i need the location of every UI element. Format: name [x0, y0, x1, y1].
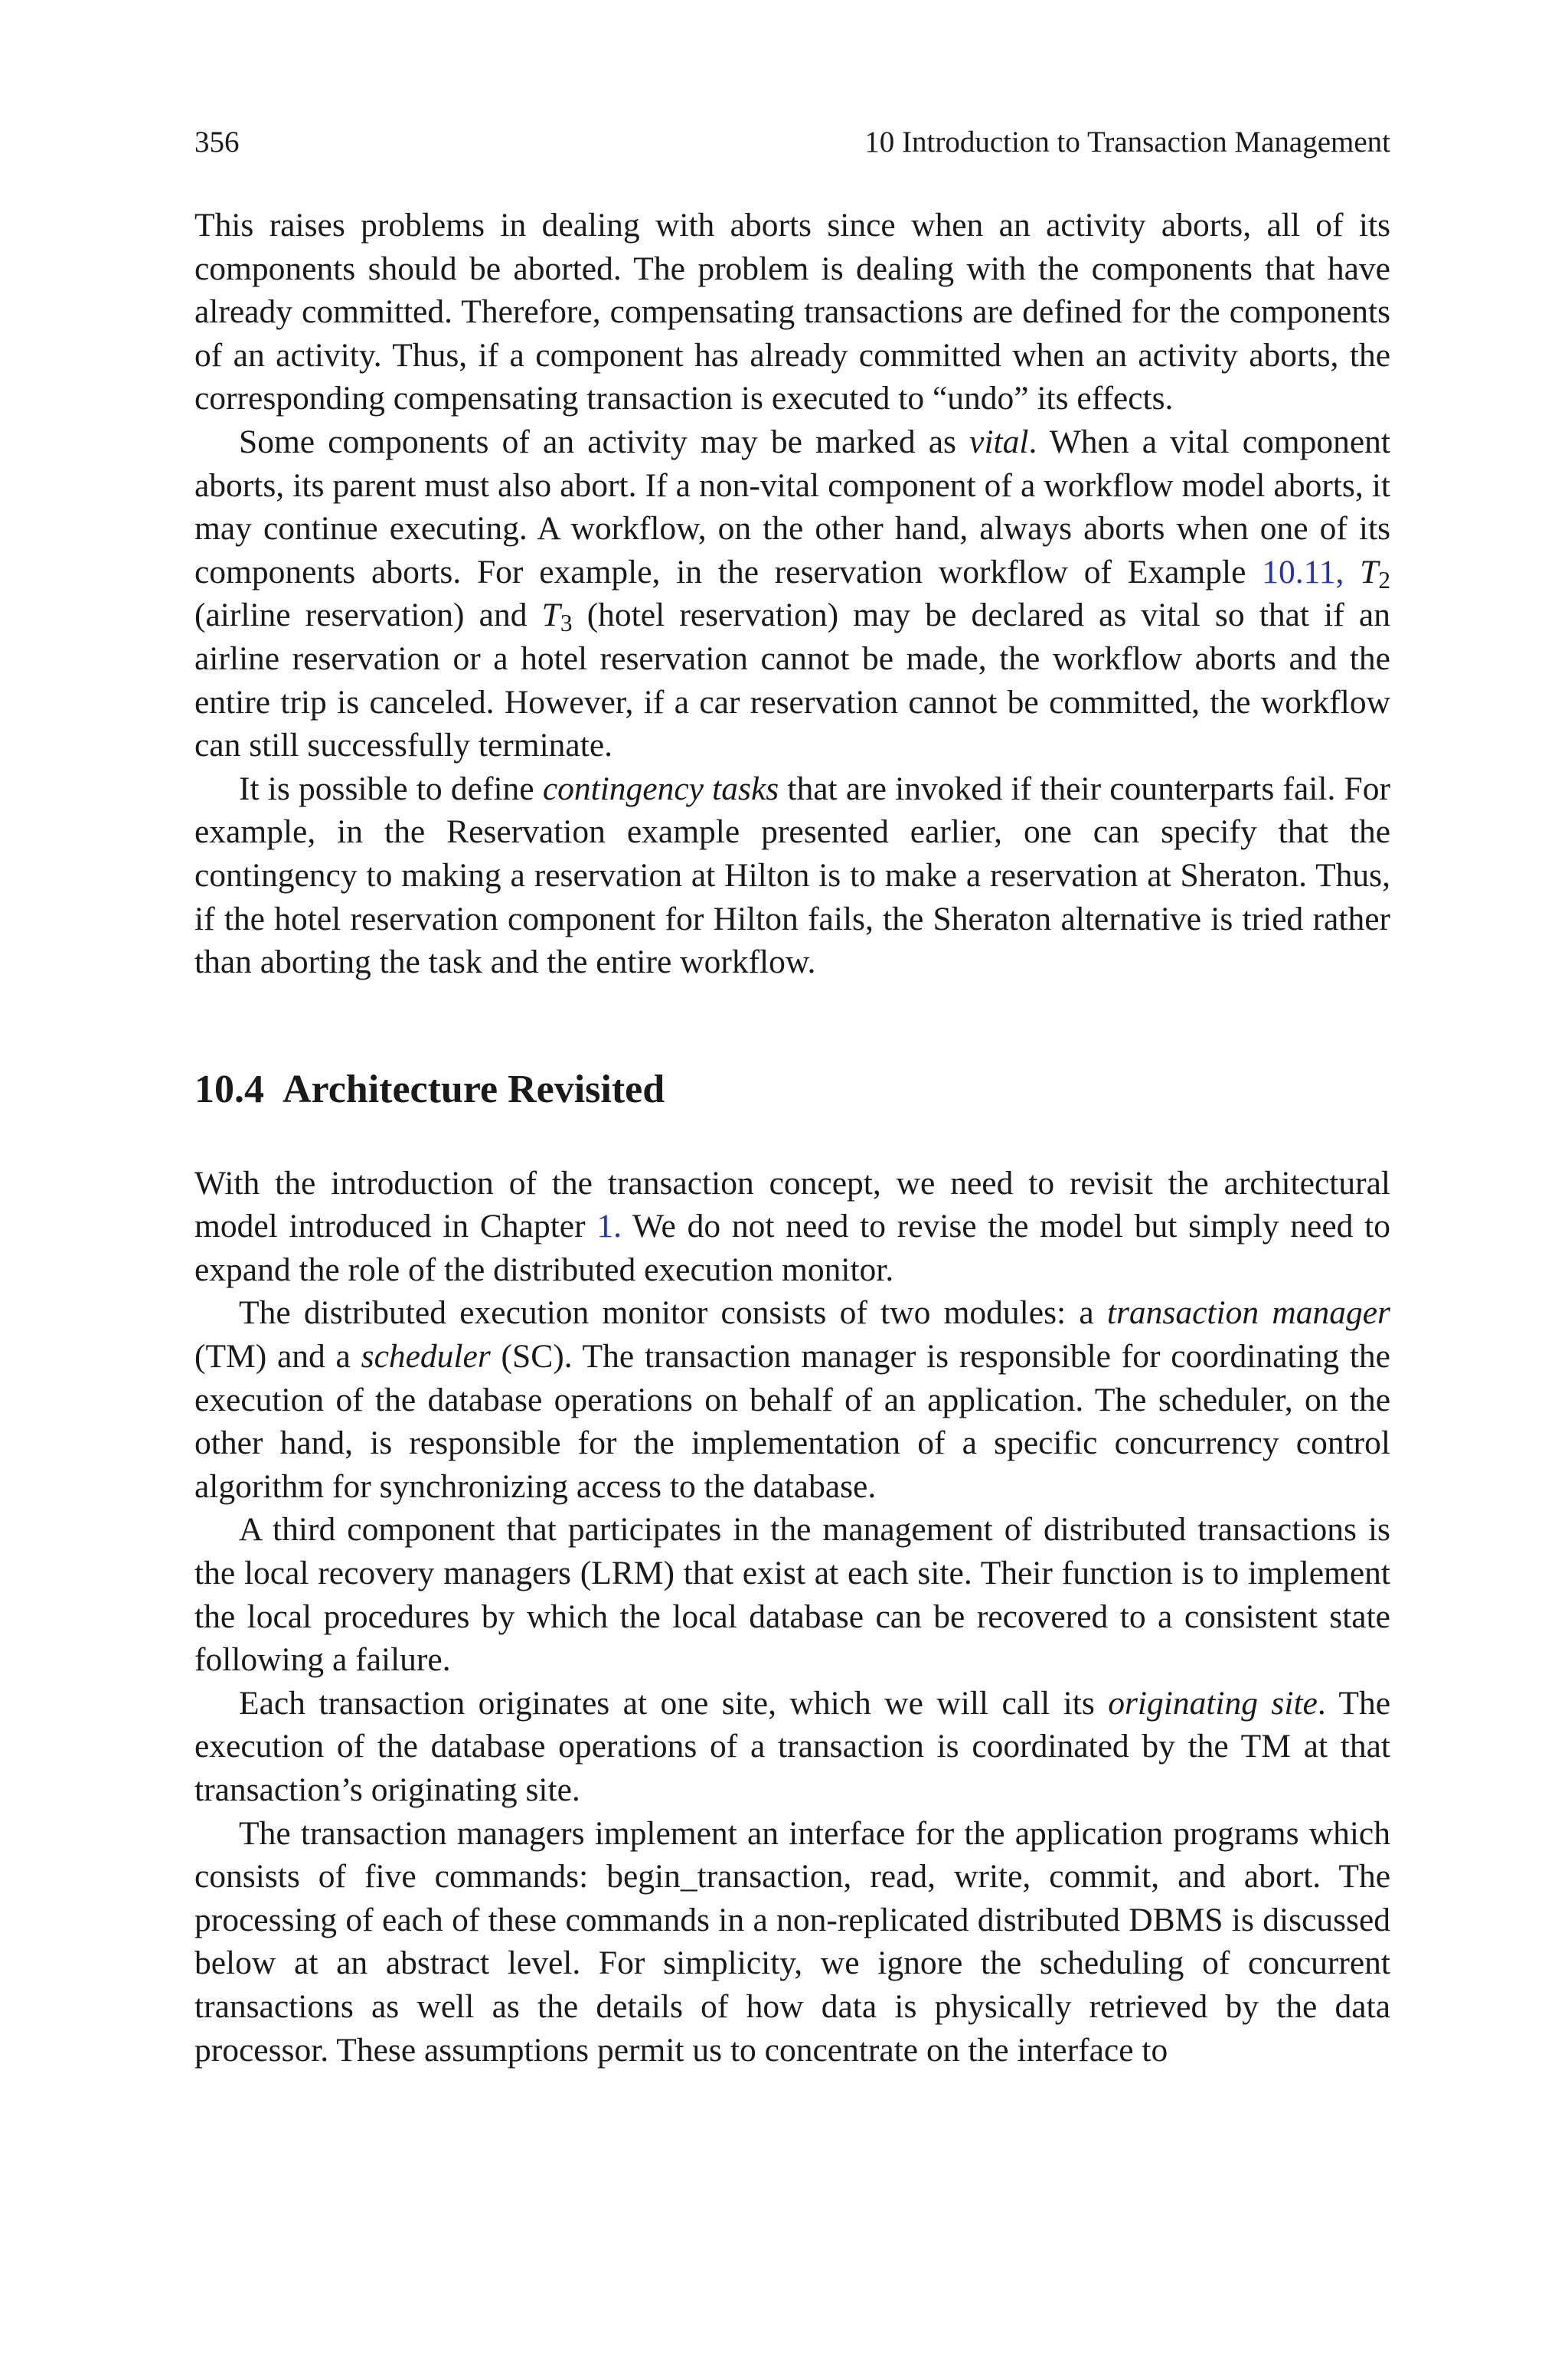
chapter-link[interactable]: 1. — [596, 1208, 622, 1245]
paragraph: It is possible to define contingency tasks that are invoked if their counterparts fail. For example, in the Reservation example presented earlier, one can specify that the contingency to making a reservation at Hilton is to make a reservation at Sheraton. Thus, if the hotel reservation component for Hilton fails, the Sheraton alternative is tried rather than aborting the task and the entire workflow. — [194, 770, 1390, 981]
example-link[interactable]: 10.11, — [1262, 553, 1344, 590]
paragraph: The transaction managers implement an interface for the application programs which consists of five commands: begin_transaction, read, write, commit, and abort. The processing of each of these commands in a non-replicated distributed DBMS is discussed below at an abstract level. For simplicity, we ignore the scheduling of concurrent transactions as well as the details of how data is physically retrieved by the data processor. These assumptions permit us to concentrate on the interface to — [194, 1814, 1390, 2069]
body-text-top — [194, 204, 1390, 984]
symbol-t2: T — [1360, 553, 1379, 590]
page — [194, 121, 1390, 2072]
paragraph: Some components of an activity may be marked as vital. When a vital component aborts, its parent must also abort. If a non-vital component of a workflow model aborts, it may continue executing. A workflow, on the other hand, always aborts when one of its components aborts. For example, in the reservation workflow of Example 10.11, $T_2$ (airline reservation) and $T_3$ (hotel reservation) may be declared as vital so that if an airline reservation or a hotel reservation cannot be made, the workflow aborts and the entire trip is canceled. However, if a car reservation cannot be committed, the workflow can still successfully terminate. — [194, 423, 1390, 764]
section-heading — [194, 1065, 1390, 1114]
term-contingency-tasks: contingency tasks — [542, 770, 779, 807]
paragraph: With the introduction of the transaction concept, we need to revisit the architectural model introduced in Chapter 1. We do not need to revise the model but simply need to expand the role of the distributed execution monitor. — [194, 1164, 1390, 1288]
section-title: Architecture Revisited — [283, 1067, 665, 1111]
paragraph: A third component that participates in the management of distributed transactions is the local recovery managers (LRM) that exist at each site. Their function is to implement the local procedures by which the local database can be recovered to a consistent state following a failure. — [194, 1511, 1390, 1679]
term-originating-site: originating site — [1108, 1684, 1318, 1722]
term-vital: vital — [969, 423, 1029, 460]
running-head — [194, 121, 1390, 164]
paragraph: Each transaction originates at one site, which we will call its originating site. The execution of the database operations of a transaction is coordinated by the TM at that transaction’s originating site. — [194, 1684, 1391, 1808]
term-scheduler: scheduler — [361, 1338, 491, 1375]
paragraph: This raises problems in dealing with aborts since when an activity aborts, all of its components should be aborted. The problem is dealing with the components that have already committed. Therefore, compensating transactions are defined for the components of an activity. Thus, if a component has already committed when an activity aborts, the corresponding compensating transaction is executed to “undo” its effects. — [194, 207, 1390, 417]
paragraph: The distributed execution monitor consists of two modules: a transaction manager (TM) and a scheduler (SC). The transaction manager is responsible for coordinating the execution of the database operations on behalf of an application. The scheduler, on the other hand, is responsible for the implementation of a specific concurrency control algorithm for synchronizing access to the database. — [194, 1294, 1390, 1505]
body-text-section — [194, 1162, 1390, 2072]
page-number: 356 — [194, 126, 240, 159]
section-number: 10.4 — [194, 1067, 264, 1111]
chapter-title: 10 Introduction to Transaction Management — [864, 126, 1390, 159]
symbol-t3: T — [541, 597, 560, 634]
term-transaction-manager: transaction manager — [1106, 1294, 1390, 1332]
